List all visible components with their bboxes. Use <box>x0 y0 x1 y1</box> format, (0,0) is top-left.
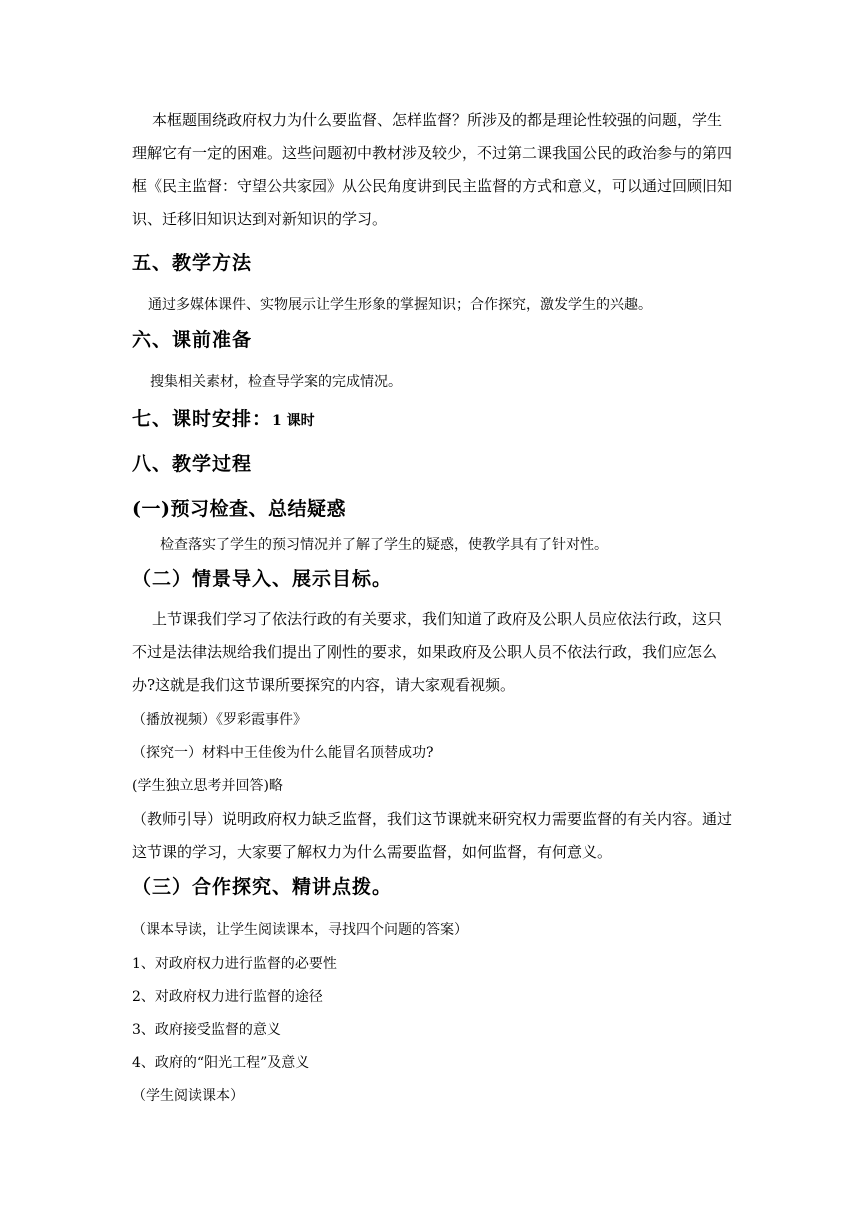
preparation-text: 搜集相关素材，检查导学案的完成情况。 <box>150 374 402 390</box>
step3-heading: （三）合作探究、精讲点拨。 <box>132 876 393 898</box>
section-heading-schedule <box>132 406 315 434</box>
teacher-guide-paragraph: （教师引导）说明政府权力缺乏监督，我们这节课就来研究权力需要监督的有关内容。通过这节课的学习，大家要了解权力为什么需要监督，如何监督，有何意义。 <box>132 810 733 861</box>
question-item: 1、对政府权力进行监督的必要性 <box>132 956 337 972</box>
step1-text: 检查落实了学生的预习情况并了解了学生的疑惑，使教学具有了针对性。 <box>160 537 608 553</box>
inquiry1-line: （探究一）材料中王佳俊为什么能冒名顶替成功? <box>132 745 434 761</box>
section-heading-teaching-method: 五、教学方法 <box>132 252 253 274</box>
student-answer-line: (学生独立思考并回答)略 <box>132 778 283 794</box>
question-item: 2、对政府权力进行监督的途径 <box>132 989 323 1005</box>
question-item: 4、政府的“阳光工程”及意义 <box>132 1055 310 1071</box>
schedule-label: 七、课时安排： <box>132 408 273 430</box>
reading-intro-line: （课本导读，让学生阅读课本，寻找四个问题的答案） <box>132 922 468 938</box>
intro-paragraph: 本框题围绕政府权力为什么要监督、怎样监督？所涉及的都是理论性较强的问题，学生理解它有一定的困难。这些问题初中教材涉及较少，不过第二课我国公民的政治参与的第四框《民主监督：守望公共家园》从公民角度讲到民主监督的方式和意义，可以通过回顾旧知识、迁移旧知识达到对新知识的学习。 <box>132 111 733 228</box>
section-heading-teaching-process: 八、教学过程 <box>132 453 253 475</box>
teaching-method-text: 通过多媒体课件、实物展示让学生形象的掌握知识；合作探究，激发学生的兴趣。 <box>148 297 652 313</box>
video-line: （播放视频）《罗彩霞事件》 <box>132 712 307 728</box>
step2-heading: （二）情景导入、展示目标。 <box>132 568 393 590</box>
student-reading-line: （学生阅读课本） <box>132 1088 244 1104</box>
step1-heading: (一)预习检查、总结疑惑 <box>132 498 346 520</box>
step2-paragraph: 上节课我们学习了依法行政的有关要求，我们知道了政府及公职人员应依法行政，这只不过是法律法规给我们提出了刚性的要求，如果政府及公职人员不依法行政，我们应怎么办?这就是我们这节课所要探究的内容，请大家观看视频。 <box>132 610 723 694</box>
question-item: 3、政府接受监督的意义 <box>132 1022 281 1038</box>
schedule-value: 1 课时 <box>272 413 315 429</box>
section-heading-preparation: 六、课前准备 <box>132 329 253 351</box>
